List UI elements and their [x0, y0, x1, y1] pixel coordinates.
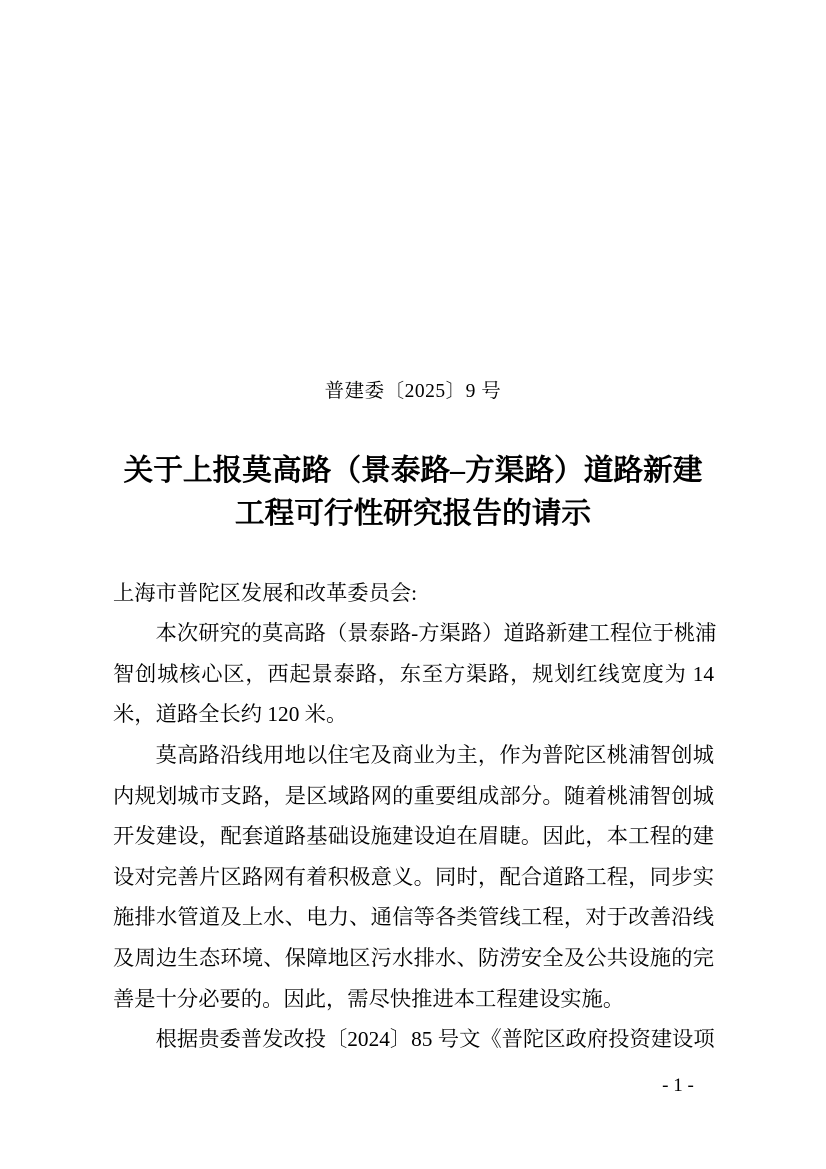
body-paragraph — [113, 1019, 714, 1060]
title-line-1: 关于上报莫高路（景泰路–方渠路）道路新建 — [123, 455, 703, 487]
title-line-2: 工程可行性研究报告的请示 — [234, 498, 592, 530]
paragraph-line: 本次研究的莫高路（景泰路-方渠路）道路新建工程位于桃浦 — [155, 621, 717, 646]
document-title — [0, 450, 826, 536]
paragraph-line: 智创城核心区，西起景泰路，东至方渠路，规划红线宽度为 14 — [113, 661, 714, 686]
paragraph-line: 施排水管道及上水、电力、通信等各类管线工程，对于改善沿线 — [113, 905, 714, 930]
paragraph-line: 善是十分必要的。因此，需尽快推进本工程建设实施。 — [113, 986, 625, 1011]
paragraph-line: 及周边生态环境、保障地区污水排水、防涝安全及公共设施的完 — [113, 946, 714, 971]
paragraph-line: 米，道路全长约 120 米。 — [113, 702, 348, 727]
body-paragraph — [113, 613, 717, 735]
salutation: 上海市普陀区发展和改革委员会: — [113, 580, 418, 605]
paragraph-line: 根据贵委普发改投〔2024〕85 号文《普陀区政府投资建设项 — [155, 1027, 715, 1052]
paragraph-line: 内规划城市支路，是区域路网的重要组成部分。随着桃浦智创城 — [113, 783, 714, 808]
page-number: - 1 - — [662, 1075, 694, 1096]
document-body — [113, 573, 717, 1060]
body-paragraph — [113, 735, 714, 1019]
body-paragraphs — [113, 613, 717, 1060]
document-number: 普建委〔2025〕9 号 — [324, 381, 502, 402]
paragraph-line: 开发建设，配套道路基础设施建设迫在眉睫。因此，本工程的建 — [113, 824, 714, 849]
paragraph-line: 设对完善片区路网有着积极意义。同时，配合道路工程，同步实 — [113, 864, 714, 889]
paragraph-line: 莫高路沿线用地以住宅及商业为主，作为普陀区桃浦智创城 — [155, 743, 714, 768]
